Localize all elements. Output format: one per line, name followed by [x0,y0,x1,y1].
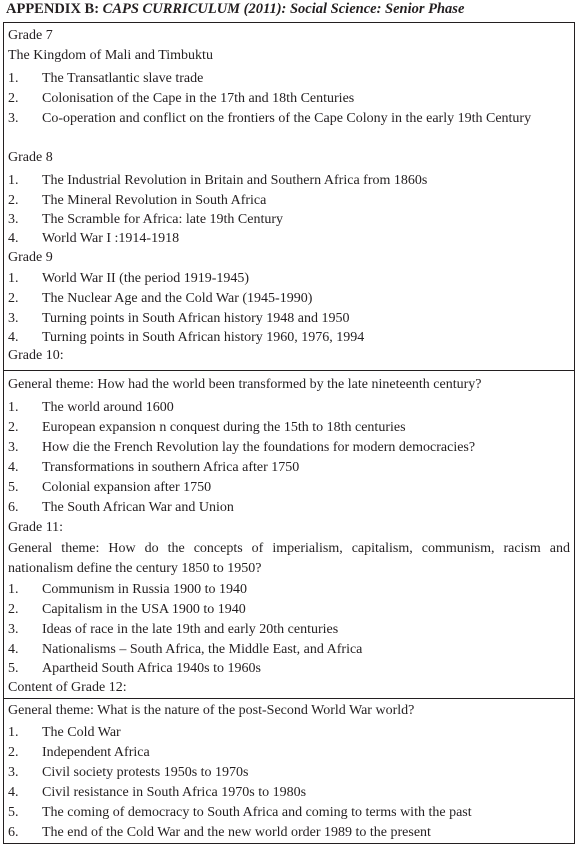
list-item: 3. How die the French Revolution lay the foundations for modern democracies? [8,440,476,455]
appendix-title [6,0,576,18]
grade-7-heading: Grade 7 [8,28,53,43]
title-prefix: APPENDIX B: [6,1,103,17]
list-item: 2. Capitalism in the USA 1900 to 1940 [8,602,246,617]
list-item: 2. The Nuclear Age and the Cold War (1945-1990) [8,291,313,306]
list-item: 3. Co-operation and conflict on the frontiers of the Cape Colony in the early 19th Century [8,111,532,126]
row-divider [4,698,574,699]
grade-12-theme: General theme: What is the nature of the post-Second World War world? [8,703,415,718]
list-item: 1. The Transatlantic slave trade [8,71,204,86]
list-item: 4. Civil resistance in South Africa 1970s to 1980s [8,785,307,800]
list-item: 1. Communism in Russia 1900 to 1940 [8,582,247,597]
list-item: 4. Transformations in southern Africa after 1750 [8,460,300,475]
list-item: 3. The Scramble for Africa: late 19th Century [8,212,284,227]
title-italic: CAPS CURRICULUM (2011): Social Science: Senior Phase [102,1,465,17]
grade-8-heading: Grade 8 [8,150,53,165]
list-item: 5. The coming of democracy to South Africa and coming to terms with the past [8,805,472,820]
curriculum-table [3,22,575,844]
list-item: 3. Turning points in South African history 1948 and 1950 [8,311,350,326]
list-item: 5. Apartheid South Africa 1940s to 1960s [8,661,261,676]
row-divider [4,370,574,371]
list-item: 3. Civil society protests 1950s to 1970s [8,765,249,780]
list-item: 1. World War II (the period 1919-1945) [8,271,250,286]
list-item: 1. The Cold War [8,725,121,740]
list-item: 1. The world around 1600 [8,400,174,415]
list-item: 4. World War I :1914-1918 [8,231,180,246]
grade-7-topic: The Kingdom of Mali and Timbuktu [8,48,213,63]
list-item: 6. The South African War and Union [8,500,234,515]
list-item: 3. Ideas of race in the late 19th and early 20th centuries [8,622,339,637]
grade-11-theme: General theme: How do the concepts of imperialism, capitalism, communism, racism and nationalism define the century 1850 to 1950? [8,541,570,576]
grade-9-heading: Grade 9 [8,250,53,265]
grade-10-heading: Grade 10: [8,348,64,363]
list-item: 5. Colonial expansion after 1750 [8,480,212,495]
list-item: 2. European expansion n conquest during the 15th to 18th centuries [8,420,406,435]
list-item: 4. Nationalisms – South Africa, the Middle East, and Africa [8,642,363,657]
grade-10-theme: General theme: How had the world been transformed by the late nineteenth century? [8,377,482,392]
list-item: 2. Independent Africa [8,745,150,760]
list-item: 6. The end of the Cold War and the new world order 1989 to the present [8,825,431,840]
list-item: 4. Turning points in South African history 1960, 1976, 1994 [8,330,365,345]
list-item: 1. The Industrial Revolution in Britain and Southern Africa from 1860s [8,173,428,188]
list-item: 2. The Mineral Revolution in South Africa [8,193,267,208]
list-item: 2. Colonisation of the Cape in the 17th and 18th Centuries [8,91,355,106]
grade-11-heading: Grade 11: [8,520,64,535]
grade-12-heading: Content of Grade 12: [8,680,127,695]
